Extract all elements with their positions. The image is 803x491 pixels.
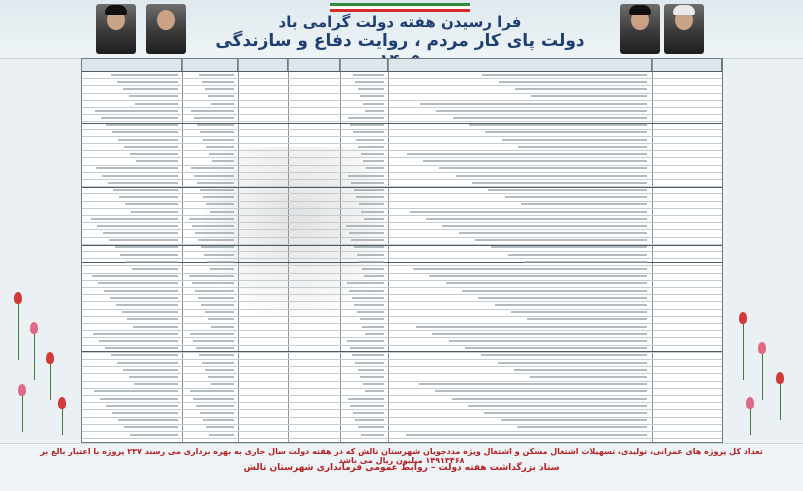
table-cell-text [130,153,178,155]
table-cell-text [123,369,178,371]
table-cell-text [92,275,178,277]
table-cell-text [365,110,384,112]
table-cell-text [192,225,234,227]
table-cell-text [351,239,384,241]
table-cell-text [105,347,178,349]
table-cell-text [109,239,178,241]
table-cell-text [484,412,647,414]
table-cell-text [426,218,647,220]
table-cell-text [355,81,384,83]
table-cell-text [366,167,384,169]
table-cell-text [122,311,178,313]
table-cell-text [452,398,647,400]
table-cell-text [453,117,647,119]
table-row-divider [82,251,722,252]
table-row-divider [82,417,722,418]
table-cell-text [191,167,234,169]
table-header-cell [238,59,288,71]
table-cell-text [91,218,178,220]
table-row-divider [82,265,722,266]
table-cell-text [126,261,178,263]
table-row-divider [82,165,722,166]
table-cell-text [104,290,178,292]
table-cell-text [115,246,178,248]
table-row-divider [82,78,722,79]
table-row-divider [82,388,722,389]
table-cell-text [531,95,647,97]
table-cell-text [354,246,384,248]
table-cell-text [196,347,234,349]
table-cell-text [465,347,647,349]
table-cell-text [127,318,178,320]
table-row-divider [82,337,722,338]
table-cell-text [200,189,234,191]
table-cell-text [207,261,234,263]
table-cell-text [488,189,647,191]
projects-table [81,58,723,443]
table-cell-text [365,333,384,335]
table-cell-text [194,117,234,119]
table-cell-text [116,304,178,306]
table-cell-text [435,390,647,392]
table-row-divider [82,280,722,281]
table-cell-text [211,103,234,105]
header [0,0,803,59]
table-cell-text [413,268,647,270]
table-cell-text [113,189,178,191]
table-cell-text [120,254,178,256]
table-cell-text [361,211,384,213]
table-cell-text [348,175,384,177]
table-cell-text [210,268,234,270]
table-cell-text [472,182,647,184]
table-cell-text [449,340,647,342]
table-cell-text [439,167,647,169]
table-cell-text [354,189,384,191]
table-cell-text [211,326,234,328]
table-cell-text [364,275,384,277]
table-cell-text [347,282,384,284]
table-cell-text [99,340,178,342]
table-cell-text [193,398,234,400]
table-row-divider [82,273,722,274]
table-cell-text [521,203,647,205]
table-cell-text [98,282,178,284]
table-cell-text [205,311,234,313]
table-cell-text [132,268,178,270]
table-cell-text [118,139,178,141]
table-cell-text [200,412,234,414]
table-cell-text [362,268,384,270]
footer-credit: ستاد بزرگداشت هفته دولت – روابط عمومی فرمانداری شهرستان تالش [243,463,560,473]
table-cell-text [353,131,384,133]
table-row-divider [82,85,722,86]
table-cell-text [108,182,178,184]
table-cell-text [96,167,178,169]
table-cell-text [442,225,647,227]
table-row-divider [82,366,722,367]
table-cell-text [196,405,234,407]
table-cell-text [350,124,384,126]
table-cell-text [478,297,647,299]
table-cell-text [364,218,384,220]
table-cell-text [112,131,178,133]
table-cell-text [111,354,178,356]
table-cell-text [199,354,234,356]
table-cell-text [95,110,178,112]
table-cell-text [346,225,384,227]
table-cell-text [524,261,647,263]
table-row-divider [82,121,722,122]
portrait-left-2 [146,4,186,54]
page-subtitle: دولت پای کار مردم ، روایت دفاع و سازندگی [215,31,585,51]
table-cell-text [112,412,178,414]
table-header-cell [182,59,238,71]
table-cell-text [348,398,384,400]
table-cell-text [190,390,234,392]
table-cell-text [355,419,384,421]
table-cell-text [361,153,384,155]
table-cell-text [135,103,178,105]
table-row-divider [82,258,722,259]
table-header-cell [652,59,722,71]
table-cell-text [469,124,647,126]
table-cell-text [94,390,178,392]
table-row-divider [82,424,722,425]
table-cell-text [101,117,178,119]
table-cell-text [197,182,234,184]
table-row-divider [82,373,722,374]
table-cell-text [198,239,234,241]
table-cell-text [416,326,647,328]
table-cell-text [485,131,647,133]
table-cell-text [498,362,647,364]
table-row-divider [82,359,722,360]
table-cell-text [191,110,234,112]
table-cell-text [352,354,384,356]
table-cell-text [530,376,647,378]
date-cell-day-1 [652,72,722,123]
table-row-divider [82,244,722,245]
table-cell-text [363,103,384,105]
table-cell-text [347,340,384,342]
table-cell-text [199,74,234,76]
table-cell-text [432,333,647,335]
table-cell-text [355,362,384,364]
table-cell-text [420,103,647,105]
table-cell-text [410,211,647,213]
table-cell-text [456,175,647,177]
table-cell-text [125,203,178,205]
table-cell-text [117,81,178,83]
table-row-divider [82,237,722,238]
table-cell-text [517,426,647,428]
table-cell-text [359,261,384,263]
table-cell-text [124,426,178,428]
table-cell-text [350,347,384,349]
table-row-divider [82,222,722,223]
table-cell-text [352,297,384,299]
table-cell-text [358,426,384,428]
table-cell-text [354,304,384,306]
table-cell-text [189,275,234,277]
table-cell-text [201,304,234,306]
table-cell-text [349,290,384,292]
table-cell-text [198,297,234,299]
table-cell-text [203,419,234,421]
table-cell-text [123,88,178,90]
table-cell-text [505,196,647,198]
table-cell-text [515,88,647,90]
footer-summary: تعداد کل پروژه های عمرانی، تولیدی، تسهیلات اشتغال مسکن و اشتغال ویژه مددجویان شهرستان تالش که در هفته دولت سال جاری به بهره برداری می رسند ۲۳۷ پروژه با اعتبار بالغ بر ۱۴۹۱۳۴۶۸ میلیون ریال می باشد [40,447,763,465]
table-cell-text [491,246,647,248]
table-cell-text [192,282,234,284]
table-cell-text [495,304,647,306]
table-row-divider [82,330,722,331]
table-row-divider [82,193,722,194]
table-row-divider [82,172,722,173]
table-cell-text [508,254,647,256]
table-cell-text [353,74,384,76]
table-cell-text [208,376,234,378]
table-cell-text [459,232,647,234]
table-cell-text [193,340,234,342]
table-cell-text [134,383,178,385]
table-cell-text [358,88,384,90]
table-cell-text [362,326,384,328]
table-cell-text [208,318,234,320]
table-row-divider [82,143,722,144]
table-cell-text [356,196,384,198]
table-cell-text [106,124,178,126]
table-cell-text [205,88,234,90]
table-cell-text [357,311,384,313]
table-row-divider [82,93,722,94]
table-cell-text [482,74,647,76]
table-cell-text [349,232,384,234]
table-row-divider [82,287,722,288]
table-cell-text [100,398,178,400]
table-cell-text [468,405,647,407]
table-cell-text [124,146,178,148]
table-cell-text [106,405,178,407]
table-cell-text [206,203,234,205]
table-cell-text [360,376,384,378]
footer [0,443,803,491]
table-row-divider [82,150,722,151]
table-cell-text [130,434,178,436]
table-row-divider [82,438,722,439]
table-cell-text [518,146,647,148]
table-cell-text [358,369,384,371]
table-cell-text [361,434,384,436]
table-cell-text [462,290,647,292]
table-cell-text [208,95,234,97]
table-cell-text [195,232,234,234]
table-cell-text [206,146,234,148]
table-cell-text [358,146,384,148]
table-row-divider [82,136,722,137]
table-row-divider [82,100,722,101]
table-cell-text [205,369,234,371]
date-cell-day-2 [652,124,722,187]
table-cell-text [119,196,178,198]
table-cell-text [118,419,178,421]
table-cell-text [102,175,178,177]
table-row-divider [82,215,722,216]
table-cell-text [406,434,647,436]
table-row-divider [82,409,722,410]
table-cell-text [363,160,384,162]
table-cell-text [129,95,178,97]
table-cell-text [210,211,234,213]
table-cell-text [446,282,647,284]
table-cell-text [195,290,234,292]
portrait-right-2 [664,4,704,54]
table-cell-text [407,153,647,155]
table-cell-text [93,333,178,335]
table-row-divider [82,395,722,396]
table-row-divider [82,229,722,230]
table-row-divider [82,129,722,130]
table-cell-text [133,326,178,328]
table-row-divider [82,208,722,209]
page-title: فرا رسیدن هفته دولت گرامی باد [278,13,522,31]
table-cell-text [514,369,647,371]
table-row-divider [82,352,722,353]
table-cell-text [209,153,234,155]
table-cell-text [419,383,647,385]
table-cell-text [511,311,647,313]
table-cell-text [103,232,178,234]
table-row-divider [82,402,722,403]
table-cell-text [475,239,647,241]
table-row-divider [82,345,722,346]
table-header-cell [388,59,652,71]
table-cell-text [209,434,234,436]
table-cell-text [110,297,178,299]
table-row-divider [82,309,722,310]
table-row-divider [82,431,722,432]
table-cell-text [129,376,178,378]
table-row-divider [82,201,722,202]
table-cell-text [117,362,178,364]
table-cell-text [363,383,384,385]
table-cell-text [111,74,178,76]
table-cell-text [97,225,178,227]
table-cell-text [136,160,178,162]
table-cell-text [357,254,384,256]
table-cell-text [365,390,384,392]
table-cell-text [351,182,384,184]
table-cell-text [348,117,384,119]
table-cell-text [131,211,178,213]
table-header-cell [340,59,388,71]
table-cell-text [350,405,384,407]
portrait-left-1 [96,4,136,54]
table-cell-text [201,246,234,248]
table-cell-text [203,196,234,198]
table-cell-text [189,218,234,220]
table-cell-text [429,275,647,277]
table-cell-text [203,139,234,141]
table-cell-text [206,426,234,428]
table-cell-text [194,175,234,177]
table-cell-text [527,318,647,320]
table-row-divider [82,381,722,382]
table-row-divider [82,157,722,158]
table-cell-text [481,354,647,356]
date-cell-day-4 [652,246,722,262]
table-cell-text [423,160,647,162]
table-row-divider [82,186,722,187]
table-cell-text [197,124,234,126]
table-row-divider [82,294,722,295]
table-cell-text [202,81,234,83]
portrait-right-1 [620,4,660,54]
table-cell-text [353,412,384,414]
table-row-divider [82,107,722,108]
table-cell-text [202,362,234,364]
table-cell-text [501,419,647,421]
table-cell-text [360,95,384,97]
table-row-divider [82,179,722,180]
table-cell-text [502,139,647,141]
table-cell-text [211,383,234,385]
table-header-cell [288,59,340,71]
table-header-cell [82,59,182,71]
table-cell-text [190,333,234,335]
table-cell-text [204,254,234,256]
table-cell-text [360,318,384,320]
table-cell-text [499,81,647,83]
table-row-divider [82,301,722,302]
table-cell-text [200,131,234,133]
table-row-divider [82,316,722,317]
table-cell-text [356,139,384,141]
table-cell-text [359,203,384,205]
flag-icon [330,3,470,12]
table-row-divider [82,114,722,115]
table-row-divider [82,323,722,324]
table-cell-text [436,110,647,112]
table-cell-text [212,160,234,162]
